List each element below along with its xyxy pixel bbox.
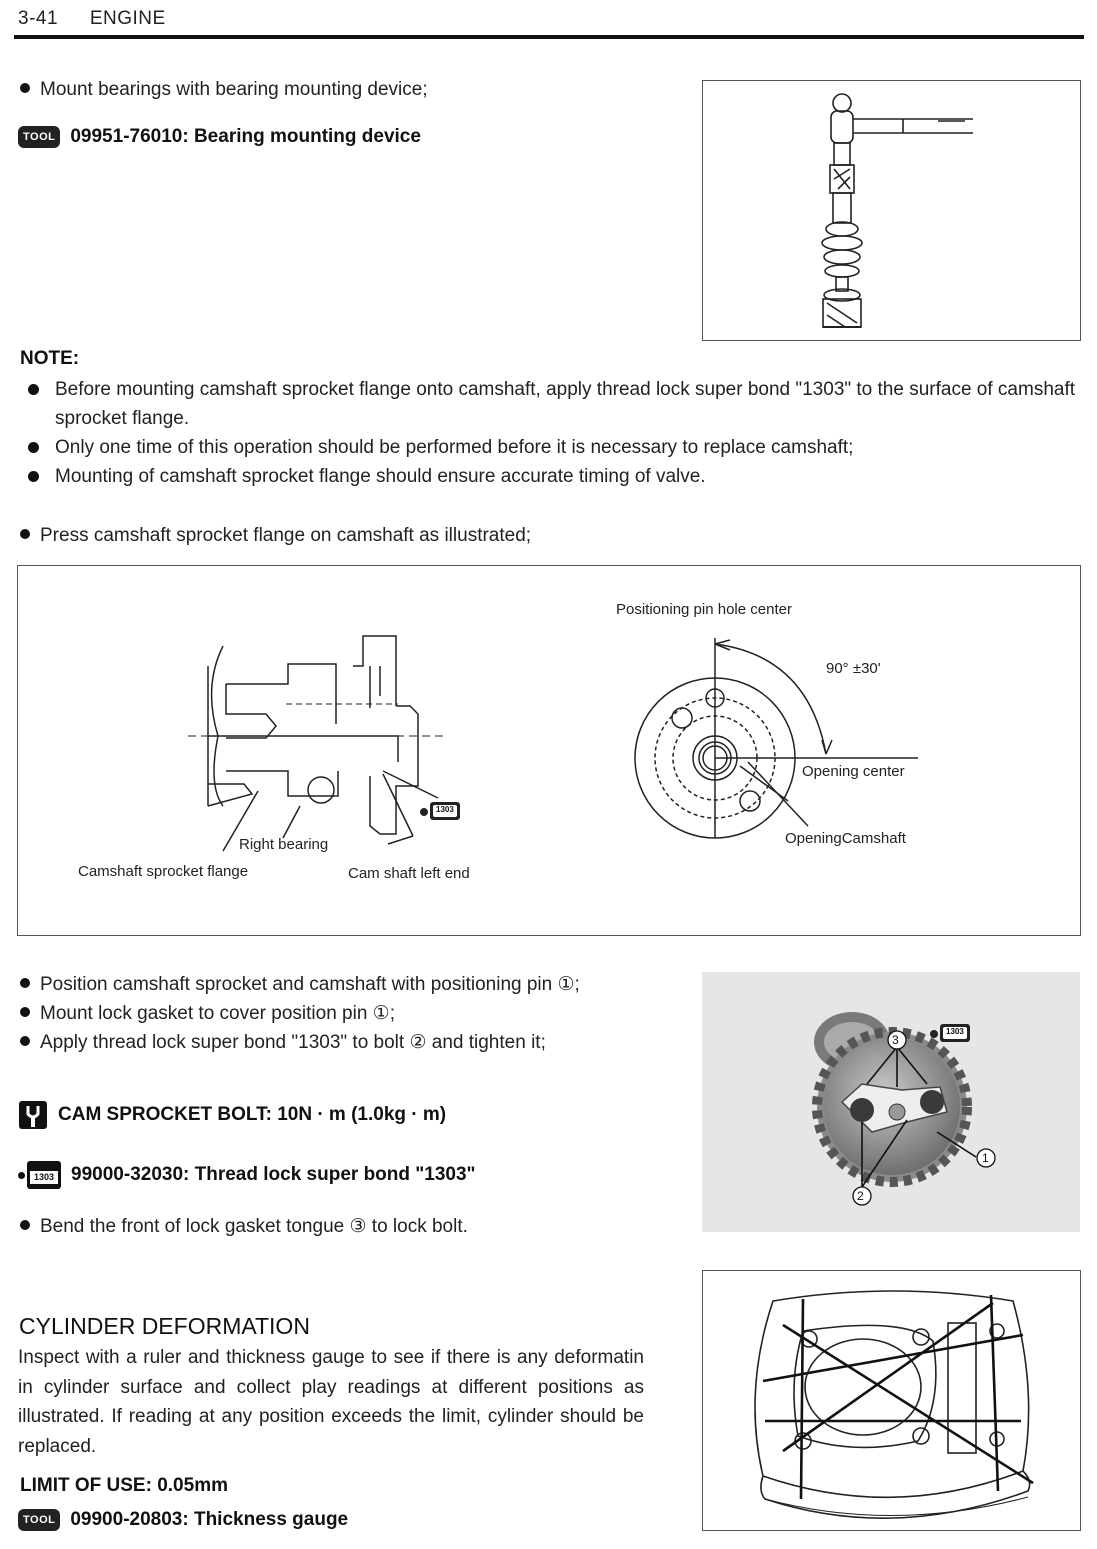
bullet-text: Mount bearings with bearing mounting device; — [40, 79, 428, 100]
bullet-dot — [28, 384, 39, 395]
tool-icon: TOOL — [18, 1509, 60, 1531]
torque-wrench-icon — [18, 1100, 48, 1130]
figure-cylinder-top — [702, 1270, 1081, 1531]
photo-cam-sprocket — [702, 972, 1080, 1232]
bullet-text: Bend the front of lock gasket tongue ③ to lock bolt. — [40, 1216, 468, 1237]
bullet-bend-tongue — [20, 1215, 468, 1238]
figure-bearing-press — [702, 80, 1081, 341]
tool-text: 09900-20803: Thickness gauge — [70, 1509, 349, 1530]
bullet-dot — [28, 471, 39, 482]
bullet-dot — [28, 442, 39, 453]
tool-line-thickness-gauge — [18, 1509, 348, 1531]
label-opening-camshaft: OpeningCamshaft — [785, 830, 906, 847]
bullet-dot — [20, 978, 30, 988]
bullet-press-flange — [20, 525, 531, 547]
figure-camshaft-flange — [17, 565, 1081, 936]
bond-badge-text: 1303 — [946, 1027, 964, 1036]
note-text: Before mounting camshaft sprocket flange onto camshaft, apply thread lock super bond "1303" to the surface of camshaft sprocket flange. — [55, 379, 1076, 429]
callout-1: 1 — [982, 1151, 989, 1165]
cylinder-illustration — [703, 1271, 1080, 1530]
header-rule — [14, 35, 1084, 39]
note-item — [28, 375, 1083, 433]
tool-line-bearing — [18, 126, 421, 148]
page-header — [18, 8, 166, 30]
label-right-bearing: Right bearing — [239, 836, 329, 853]
section-title: ENGINE — [89, 8, 166, 29]
bearing-press-illustration — [703, 81, 1080, 340]
note-item — [28, 433, 1083, 462]
bullet-text: Press camshaft sprocket flange on camshaft as illustrated; — [40, 525, 532, 546]
bond-text: 99000-32030: Thread lock super bond "1303" — [71, 1164, 476, 1185]
torque-text: CAM SPROCKET BOLT: 10N · m (1.0kg · m) — [58, 1104, 447, 1125]
bond-badge-text: 1303 — [30, 1171, 58, 1184]
torque-line — [18, 1100, 446, 1130]
tool-icon: TOOL — [18, 126, 60, 148]
limit-text: LIMIT OF USE: 0.05mm — [20, 1475, 228, 1496]
label-camshaft-left-end: Cam shaft left end — [348, 865, 470, 882]
section-heading-cylinder-deformation: CYLINDER DEFORMATION — [19, 1313, 310, 1339]
note-title: NOTE: — [20, 348, 80, 369]
label-positioning-pin-hole-center: Positioning pin hole center — [616, 601, 792, 618]
bullet-mount-bearings — [20, 79, 428, 101]
cam-sprocket-illustration — [702, 972, 1080, 1232]
note-item — [28, 462, 1083, 491]
label-opening-center: Opening center — [802, 763, 905, 780]
bond-badge-text: 1303 — [436, 805, 454, 814]
bond-1303-icon — [18, 1161, 61, 1189]
bullet-mount-lock-gasket — [20, 1002, 395, 1025]
tool-text: 09951-76010: Bearing mounting device — [70, 126, 421, 147]
bullet-dot — [20, 529, 30, 539]
bullet-dot — [20, 1220, 30, 1230]
callout-3: 3 — [892, 1033, 899, 1047]
bullet-text: Apply thread lock super bond "1303" to bolt ② and tighten it; — [40, 1032, 546, 1053]
bullet-dot — [20, 83, 30, 93]
bullet-dot — [20, 1007, 30, 1017]
callout-2: 2 — [857, 1189, 864, 1203]
bullet-text: Position camshaft sprocket and camshaft with positioning pin ①; — [40, 974, 580, 995]
limit-of-use — [20, 1475, 228, 1497]
bond-line — [18, 1161, 476, 1189]
label-angle: 90° ±30' — [826, 660, 881, 677]
label-camshaft-sprocket-flange: Camshaft sprocket flange — [78, 863, 249, 880]
note-text: Only one time of this operation should be performed before it is necessary to replace camshaft; — [55, 437, 854, 458]
note-text: Mounting of camshaft sprocket flange should ensure accurate timing of valve. — [55, 466, 706, 487]
bullet-apply-thread-lock — [20, 1031, 546, 1054]
bullet-dot — [20, 1036, 30, 1046]
cylinder-paragraph: Inspect with a ruler and thickness gauge to see if there is any deformatin in cylinder surface and collect play readings at different positions as illustrated. If reading at any position exceeds the limit, cylinder should be replaced. — [18, 1347, 644, 1457]
page-number: 3-41 — [18, 8, 59, 29]
bullet-position-sprocket — [20, 973, 580, 996]
bullet-text: Mount lock gasket to cover position pin ①; — [40, 1003, 395, 1024]
